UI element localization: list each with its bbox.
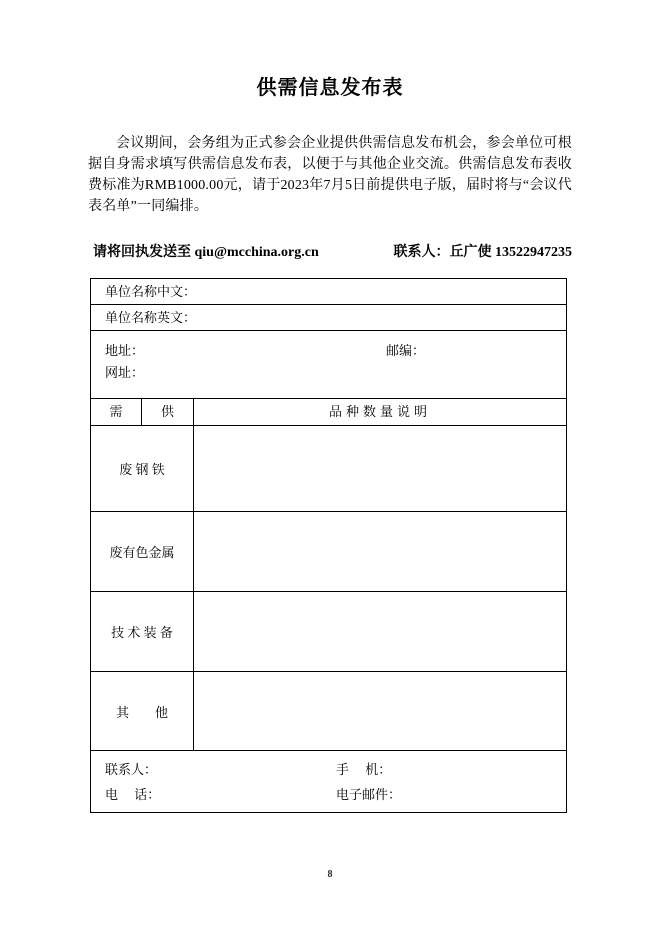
row-contact-info [91, 751, 566, 814]
supply-demand-form-table [90, 278, 567, 813]
header-demand: 需 [91, 399, 142, 425]
row-scrap-steel [91, 426, 566, 512]
category-label: 废有色金属 [91, 512, 194, 591]
category-label: 其 他 [91, 672, 194, 750]
row-table-header [91, 399, 566, 426]
header-description: 品种数量说明 [328, 404, 431, 419]
contact-mobile-line [105, 757, 566, 782]
category-content-cell [194, 512, 566, 591]
page-title: 供需信息发布表 [256, 77, 404, 99]
contact-person: 联系人：丘广使 13522947235 [393, 245, 572, 260]
page-number: 8 [327, 869, 333, 880]
category-content-cell [194, 592, 566, 671]
phone-label: 电 话： [105, 787, 161, 802]
mobile-label: 手 机： [336, 762, 392, 777]
email-label: 电子邮件： [336, 787, 402, 802]
category-content-cell [194, 672, 566, 750]
phone-email-line [105, 782, 566, 807]
row-other [91, 672, 566, 751]
header-supply: 供 [142, 399, 194, 425]
category-content-cell [194, 426, 566, 511]
row-scrap-nonferrous [91, 512, 566, 592]
category-label: 技 术 装 备 [91, 592, 194, 671]
contact-row [88, 243, 572, 263]
row-technical-equipment [91, 592, 566, 672]
address-line [105, 340, 566, 362]
category-label: 废 钢 铁 [91, 426, 194, 511]
website-line [105, 362, 566, 384]
row-company-name-en [91, 305, 566, 331]
row-address [91, 331, 566, 399]
contact-label: 联系人： [105, 762, 158, 777]
row-company-name-cn [91, 279, 566, 305]
intro-paragraph: 会议期间，会务组为正式参会企业提供供需信息发布机会，参会单位可根据自身需求填写供需信息发布表，以便于与其他企业交流。供需信息发布表收费标准为RMB1000.00元，请于2023年7月5日前提供电子版，届时将与“会议代表名单”一同编排。 [88, 136, 572, 214]
address-label: 地址： [105, 343, 145, 358]
postcode-label: 邮编： [386, 343, 426, 358]
company-name-en-label: 单位名称英文： [105, 310, 197, 325]
website-label: 网址： [105, 365, 145, 380]
company-name-cn-label: 单位名称中文： [105, 284, 197, 299]
return-instruction: 请将回执发送至 qiu@mcchina.org.cn [93, 245, 319, 260]
